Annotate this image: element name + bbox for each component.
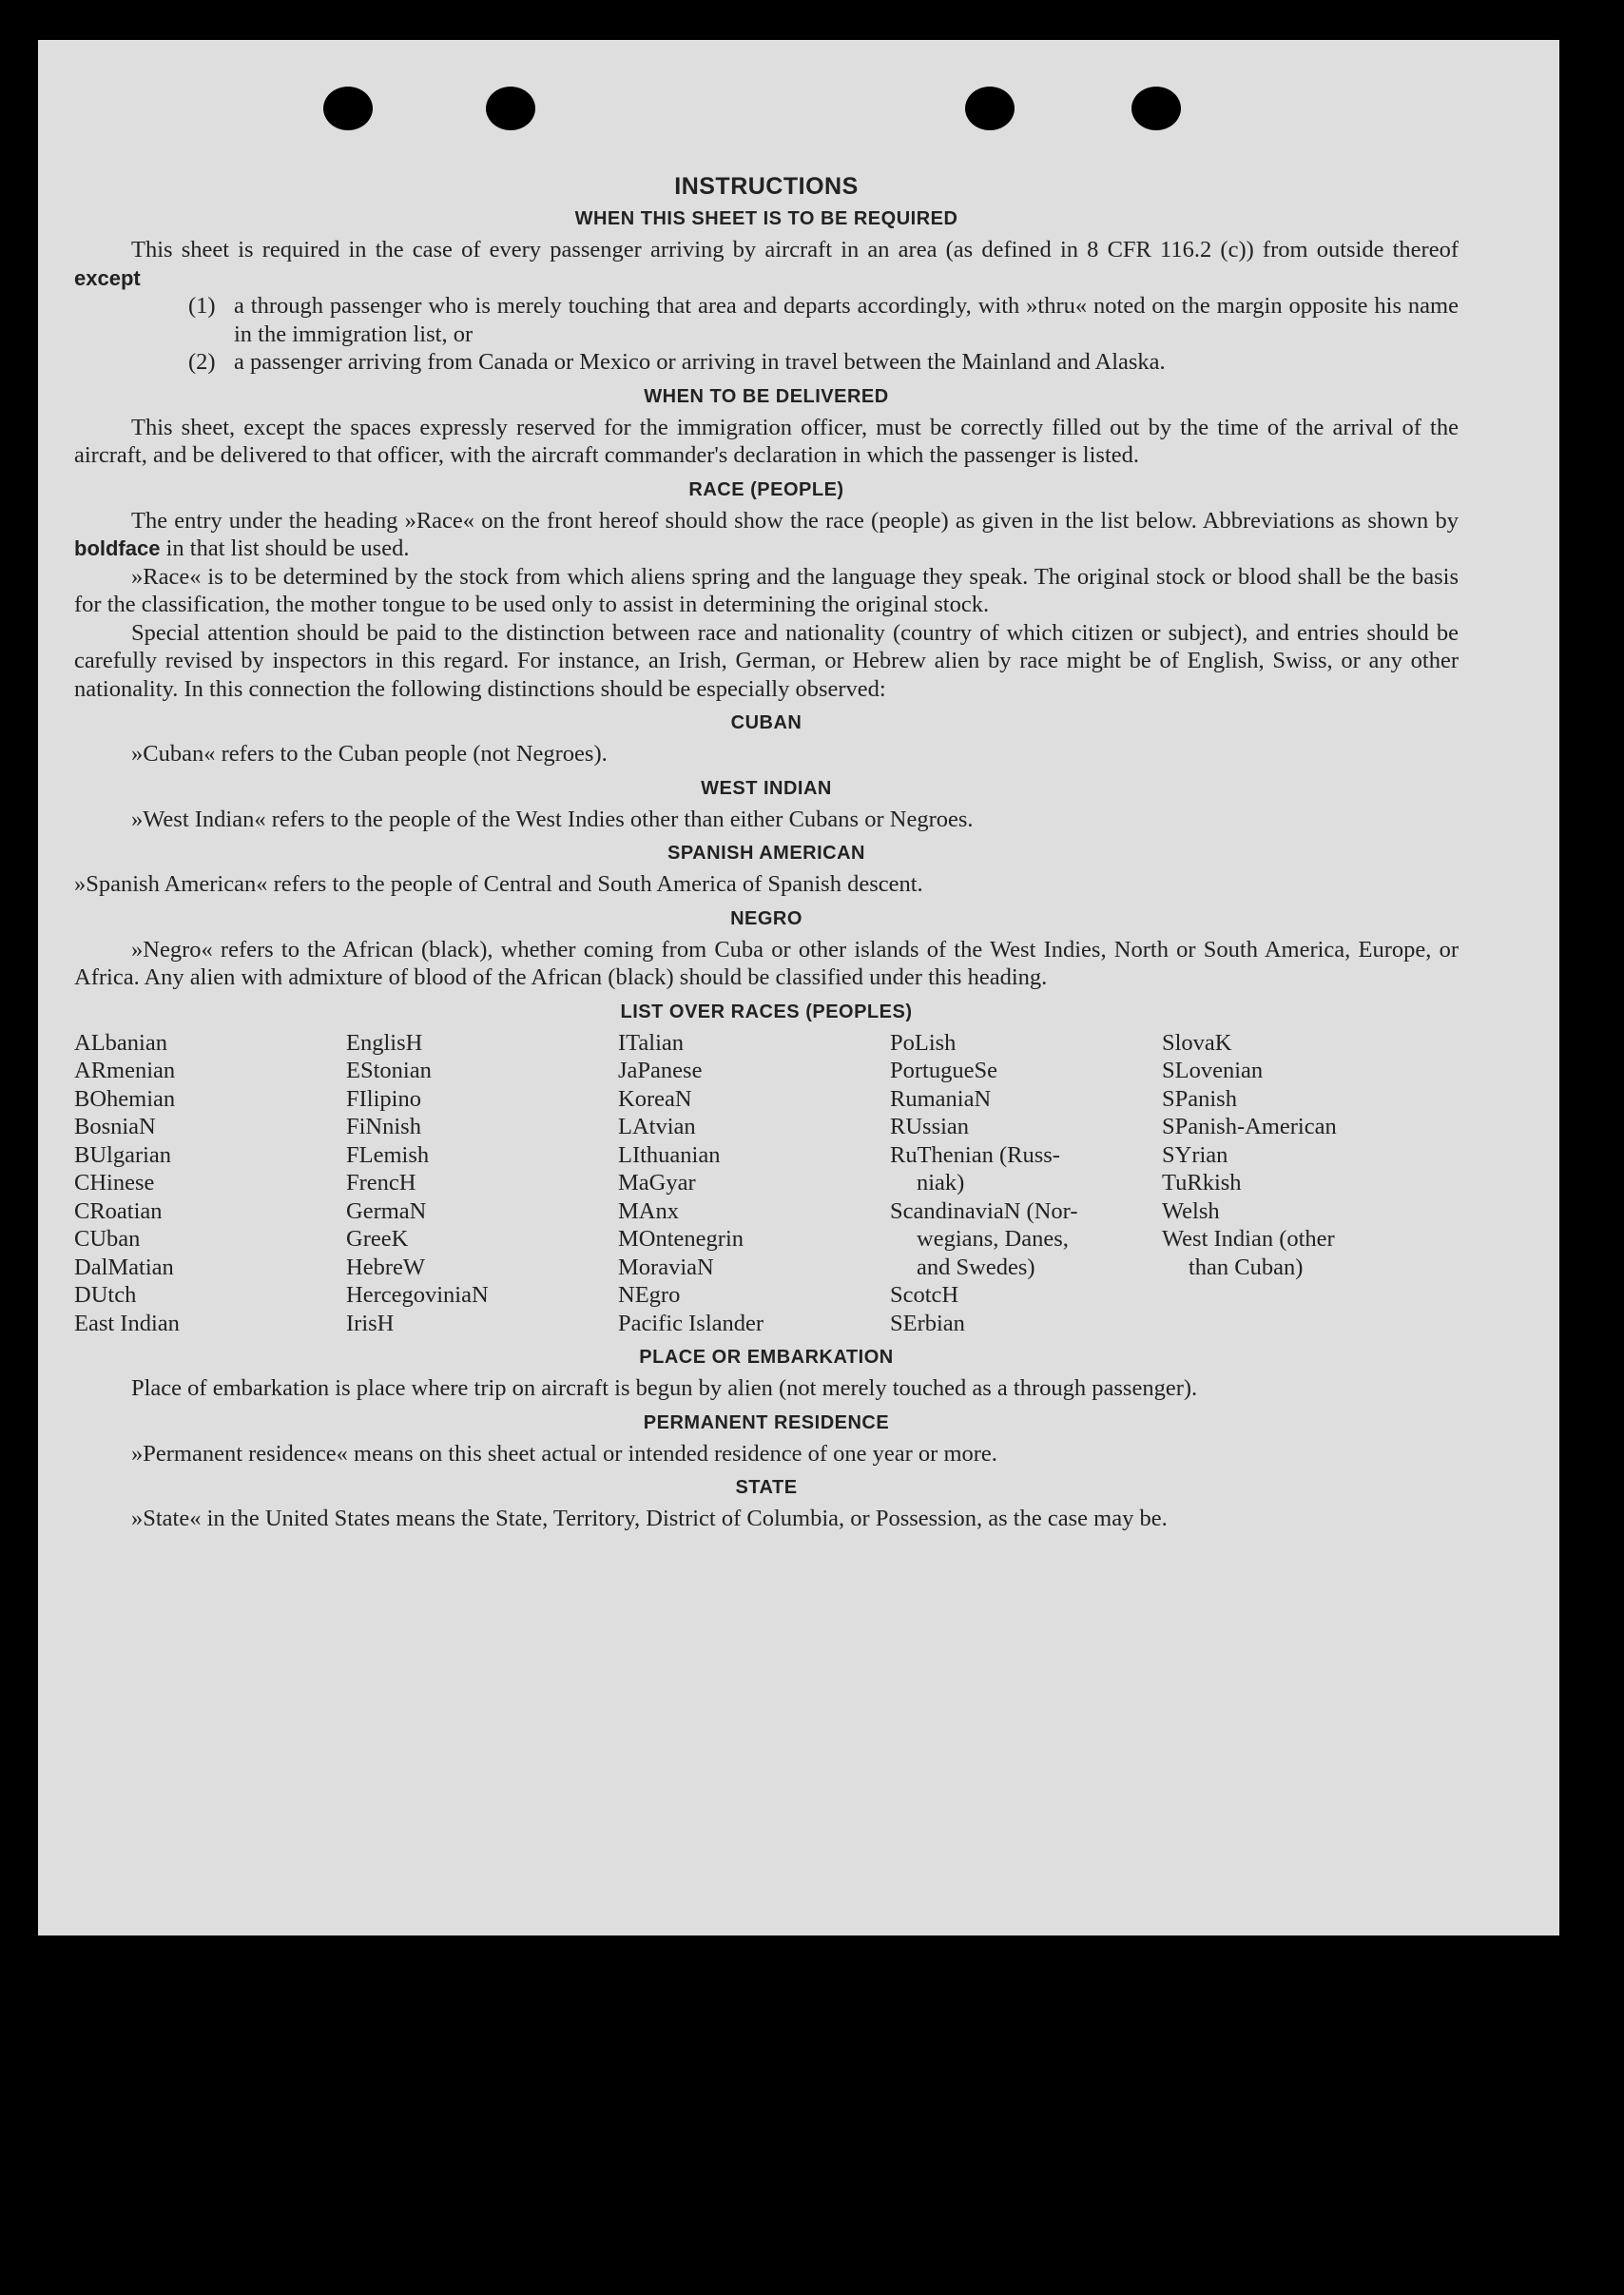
race-entry: HercegoviniaN bbox=[346, 1282, 489, 1308]
paragraph: »Race« is to be determined by the stock from which aliens spring and the language they speak. The original stock or blood shall be the basis for the classification, the mother tongue to be used only to assist in determining the original stock. bbox=[74, 563, 1459, 617]
race-entry: niak) bbox=[917, 1170, 965, 1196]
race-entry: GreeK bbox=[346, 1226, 409, 1252]
race-entry: BUlgarian bbox=[74, 1141, 172, 1168]
race-entry: FIlipino bbox=[346, 1085, 421, 1112]
section-heading: STATE bbox=[735, 1477, 798, 1498]
race-entry: GermaN bbox=[346, 1197, 427, 1224]
race-entry: wegians, Danes, bbox=[917, 1226, 1069, 1252]
race-column bbox=[346, 1029, 618, 1338]
race-column bbox=[890, 1029, 1162, 1338]
section-heading: PLACE OR EMBARKATION bbox=[639, 1347, 894, 1368]
race-entry: FLemish bbox=[346, 1141, 430, 1168]
race-entry: MaGyar bbox=[618, 1170, 696, 1196]
race-entry: SErbian bbox=[890, 1310, 965, 1336]
race-entry: and Swedes) bbox=[917, 1254, 1035, 1280]
paragraph: »State« in the United States means the State, Territory, District of Columbia, or Possession, as the case may be. bbox=[131, 1506, 1168, 1531]
race-column bbox=[1162, 1029, 1434, 1338]
race-entry: LIthuanian bbox=[618, 1141, 721, 1168]
race-entry: SYrian bbox=[1162, 1141, 1228, 1168]
section-heading: SPANISH AMERICAN bbox=[667, 843, 865, 864]
race-entry: Welsh bbox=[1162, 1197, 1220, 1224]
race-entry: ALbanian bbox=[74, 1029, 167, 1056]
race-entry: TuRkish bbox=[1162, 1170, 1242, 1196]
race-entry: than Cuban) bbox=[1189, 1254, 1304, 1280]
section-heading: NEGRO bbox=[730, 907, 802, 929]
race-entry: West Indian (other bbox=[1162, 1226, 1335, 1252]
race-entry: CUban bbox=[74, 1226, 141, 1252]
race-entry: BosniaN bbox=[74, 1114, 156, 1139]
punch-hole bbox=[323, 87, 373, 130]
race-entry: MAnx bbox=[618, 1197, 679, 1224]
race-entry: ITalian bbox=[618, 1029, 685, 1056]
race-column bbox=[74, 1029, 346, 1338]
race-entry: MoraviaN bbox=[618, 1254, 714, 1280]
section-heading: WEST INDIAN bbox=[701, 777, 832, 799]
race-entry: PoLish bbox=[890, 1029, 957, 1056]
list-item: (1) a through passenger who is merely touching that area and departs accordingly, with »thru« noted on the margin opposite his name in the immigration list, or bbox=[188, 293, 1459, 347]
section-heading: WHEN TO BE DELIVERED bbox=[644, 385, 889, 407]
race-entry: RUssian bbox=[890, 1114, 970, 1139]
paragraph: This sheet is required in the case of every passenger arriving by aircraft in an area (as defined in 8 CFR 116.2 (c)) from outside thereof except bbox=[74, 237, 1459, 290]
race-entry: KoreaN bbox=[618, 1085, 692, 1112]
paragraph: This sheet, except the spaces expressly reserved for the immigration officer, must be correctly filled out by the time of the arrival of the aircraft, and be delivered to that officer, with the aircraft commander's declaration in which the passenger is listed. bbox=[74, 414, 1459, 468]
race-entry: FiNnish bbox=[346, 1114, 421, 1139]
race-entry: ScandinaviaN (Nor- bbox=[890, 1197, 1078, 1224]
race-entry: Pacific Islander bbox=[618, 1310, 764, 1336]
race-entry: PortugueSe bbox=[890, 1058, 997, 1083]
race-entry: ScotcH bbox=[890, 1282, 959, 1308]
instructions-content bbox=[74, 173, 1459, 1533]
paragraph: »West Indian« refers to the people of the West Indies other than either Cubans or Negroes. bbox=[131, 806, 974, 832]
race-entry: SPanish-American bbox=[1162, 1114, 1337, 1139]
paragraph: »Permanent residence« means on this sheet actual or intended residence of one year or more. bbox=[131, 1440, 997, 1467]
race-entry: SPanish bbox=[1162, 1085, 1237, 1112]
punch-hole bbox=[1131, 87, 1181, 130]
paragraph: Place of embarkation is place where trip on aircraft is begun by alien (not merely touched as a through passenger). bbox=[131, 1375, 1198, 1401]
list-item: (2) a passenger arriving from Canada or Mexico or arriving in travel between the Mainland and Alaska. bbox=[188, 349, 1166, 375]
race-entry: MOntenegrin bbox=[618, 1226, 744, 1252]
race-entry: EnglisH bbox=[346, 1029, 423, 1056]
punch-hole bbox=[965, 87, 1015, 130]
race-entry: ARmenian bbox=[74, 1058, 176, 1083]
race-entry: RumaniaN bbox=[890, 1085, 992, 1112]
section-heading: RACE (PEOPLE) bbox=[688, 478, 844, 500]
race-entry: NEgro bbox=[618, 1282, 681, 1308]
race-entry: IrisH bbox=[346, 1310, 395, 1336]
race-entry: RuThenian (Russ- bbox=[890, 1141, 1060, 1168]
paragraph: »Cuban« refers to the Cuban people (not Negroes). bbox=[131, 741, 608, 767]
page-title: INSTRUCTIONS bbox=[674, 173, 859, 200]
punch-hole bbox=[486, 87, 535, 130]
race-entry: DalMatian bbox=[74, 1254, 174, 1280]
race-entry: LAtvian bbox=[618, 1114, 696, 1139]
paragraph: Special attention should be paid to the distinction between race and nationality (country of which citizen or subject), and entries should be carefully revised by inspectors in this regard. For instance, an Irish, German, or Hebrew alien by race might be of English, Swiss, or any other nationality. In this connection the following distinctions should be especially observed: bbox=[74, 619, 1459, 702]
race-entry: EStonian bbox=[346, 1058, 432, 1083]
race-entry: HebreW bbox=[346, 1254, 425, 1280]
paragraph: The entry under the heading »Race« on the front hereof should show the race (people) as given in the list below. Abbreviations as shown by boldface in that list should be used. bbox=[74, 507, 1459, 561]
section-heading: PERMANENT RESIDENCE bbox=[643, 1411, 890, 1433]
race-entry: DUtch bbox=[74, 1282, 137, 1308]
section-heading: WHEN THIS SHEET IS TO BE REQUIRED bbox=[574, 208, 958, 229]
race-list bbox=[74, 1029, 1459, 1338]
race-entry: East Indian bbox=[74, 1310, 180, 1336]
race-entry: CRoatian bbox=[74, 1197, 163, 1224]
race-entry: JaPanese bbox=[618, 1058, 703, 1083]
race-column bbox=[618, 1029, 890, 1338]
section-heading: LIST OVER RACES (PEOPLES) bbox=[620, 1001, 913, 1022]
paragraph: »Spanish American« refers to the people of Central and South America of Spanish descent. bbox=[74, 871, 923, 897]
race-entry: FrencH bbox=[346, 1170, 416, 1196]
race-entry: BOhemian bbox=[74, 1085, 176, 1112]
race-entry: SlovaK bbox=[1162, 1029, 1232, 1056]
document-sheet bbox=[38, 40, 1559, 1935]
paragraph: »Negro« refers to the African (black), whether coming from Cuba or other islands of the West Indies, North or South America, Europe, or Africa. Any alien with admixture of blood of the African (black) should be classified under this heading. bbox=[74, 936, 1459, 990]
race-entry: SLovenian bbox=[1162, 1058, 1264, 1083]
race-entry: CHinese bbox=[74, 1170, 155, 1196]
section-heading: CUBAN bbox=[730, 712, 802, 733]
